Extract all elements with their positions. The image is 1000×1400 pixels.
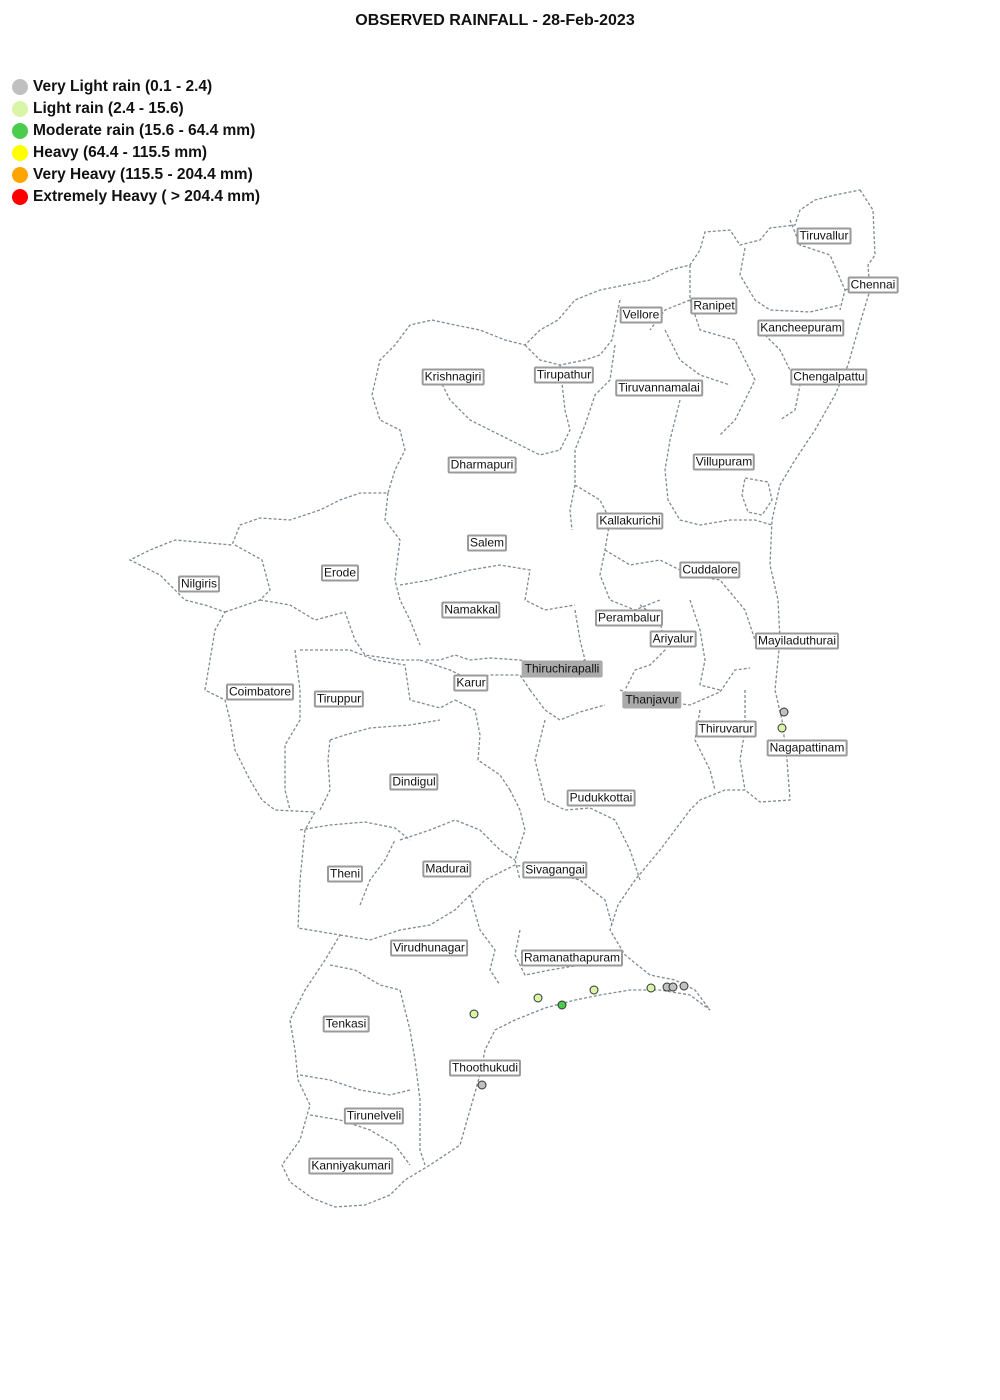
label-madurai: Madurai [422, 861, 471, 878]
label-tirupathur: Tirupathur [534, 367, 594, 384]
label-perambalur: Perambalur [595, 610, 663, 627]
label-cuddalore: Cuddalore [679, 562, 740, 579]
label-thiruchirapalli: Thiruchirapalli [522, 661, 603, 678]
label-sivagangai: Sivagangai [522, 862, 587, 879]
label-thanjavur: Thanjavur [622, 692, 681, 709]
station-marker [778, 724, 786, 732]
label-ariyalur: Ariyalur [650, 631, 697, 648]
legend-label-very-light: Very Light rain (0.1 - 2.4) [33, 78, 213, 95]
label-nilgiris: Nilgiris [178, 576, 220, 593]
label-kallakurichi: Kallakurichi [596, 513, 663, 530]
label-namakkal: Namakkal [441, 602, 500, 619]
label-coimbatore: Coimbatore [226, 684, 294, 701]
label-tirunelveli: Tirunelveli [344, 1108, 404, 1125]
label-vellore: Vellore [620, 307, 663, 324]
label-kanniyakumari: Kanniyakumari [308, 1158, 393, 1175]
label-ranipet: Ranipet [690, 298, 737, 315]
label-virudhunagar: Virudhunagar [390, 940, 468, 957]
label-salem: Salem [467, 535, 507, 552]
station-marker [558, 1001, 566, 1009]
label-villupuram: Villupuram [693, 454, 755, 471]
legend-label-very-heavy: Very Heavy (115.5 - 204.4 mm) [33, 166, 253, 183]
label-tiruppur: Tiruppur [314, 691, 364, 708]
station-marker [478, 1081, 486, 1089]
map-title: OBSERVED RAINFALL - 28-Feb-2023 [355, 12, 635, 29]
station-marker [590, 986, 598, 994]
enclave-boundary [742, 478, 772, 515]
label-dharmapuri: Dharmapuri [448, 457, 517, 474]
station-marker [647, 984, 655, 992]
label-tiruvannamalai: Tiruvannamalai [615, 380, 703, 397]
legend-label-moderate: Moderate rain (15.6 - 64.4 mm) [33, 122, 256, 139]
label-krishnagiri: Krishnagiri [422, 369, 485, 386]
label-thoothukudi: Thoothukudi [449, 1060, 521, 1077]
legend-label-extremely-heavy: Extremely Heavy ( > 204.4 mm) [33, 188, 261, 205]
label-dindigul: Dindigul [389, 774, 438, 791]
label-pudukkottai: Pudukkottai [567, 790, 636, 807]
label-mayiladuthurai: Mayiladuthurai [755, 633, 839, 650]
station-marker [669, 983, 677, 991]
station-marker [780, 708, 788, 716]
legend-label-heavy: Heavy (64.4 - 115.5 mm) [33, 144, 208, 161]
label-tenkasi: Tenkasi [323, 1016, 370, 1033]
station-marker [470, 1010, 478, 1018]
station-marker [680, 982, 688, 990]
label-chennai: Chennai [848, 277, 899, 294]
label-thiruvarur: Thiruvarur [696, 721, 757, 738]
label-tiruvallur: Tiruvallur [797, 228, 852, 245]
label-theni: Theni [327, 866, 363, 883]
label-nagapattinam: Nagapattinam [767, 740, 848, 757]
legend-label-light: Light rain (2.4 - 15.6) [33, 100, 184, 117]
label-erode: Erode [321, 565, 359, 582]
label-karur: Karur [453, 675, 488, 692]
label-chengalpattu: Chengalpattu [790, 369, 867, 386]
station-marker [534, 994, 542, 1002]
label-kancheepuram: Kancheepuram [757, 320, 844, 337]
label-ramanathapuram: Ramanathapuram [521, 950, 623, 967]
